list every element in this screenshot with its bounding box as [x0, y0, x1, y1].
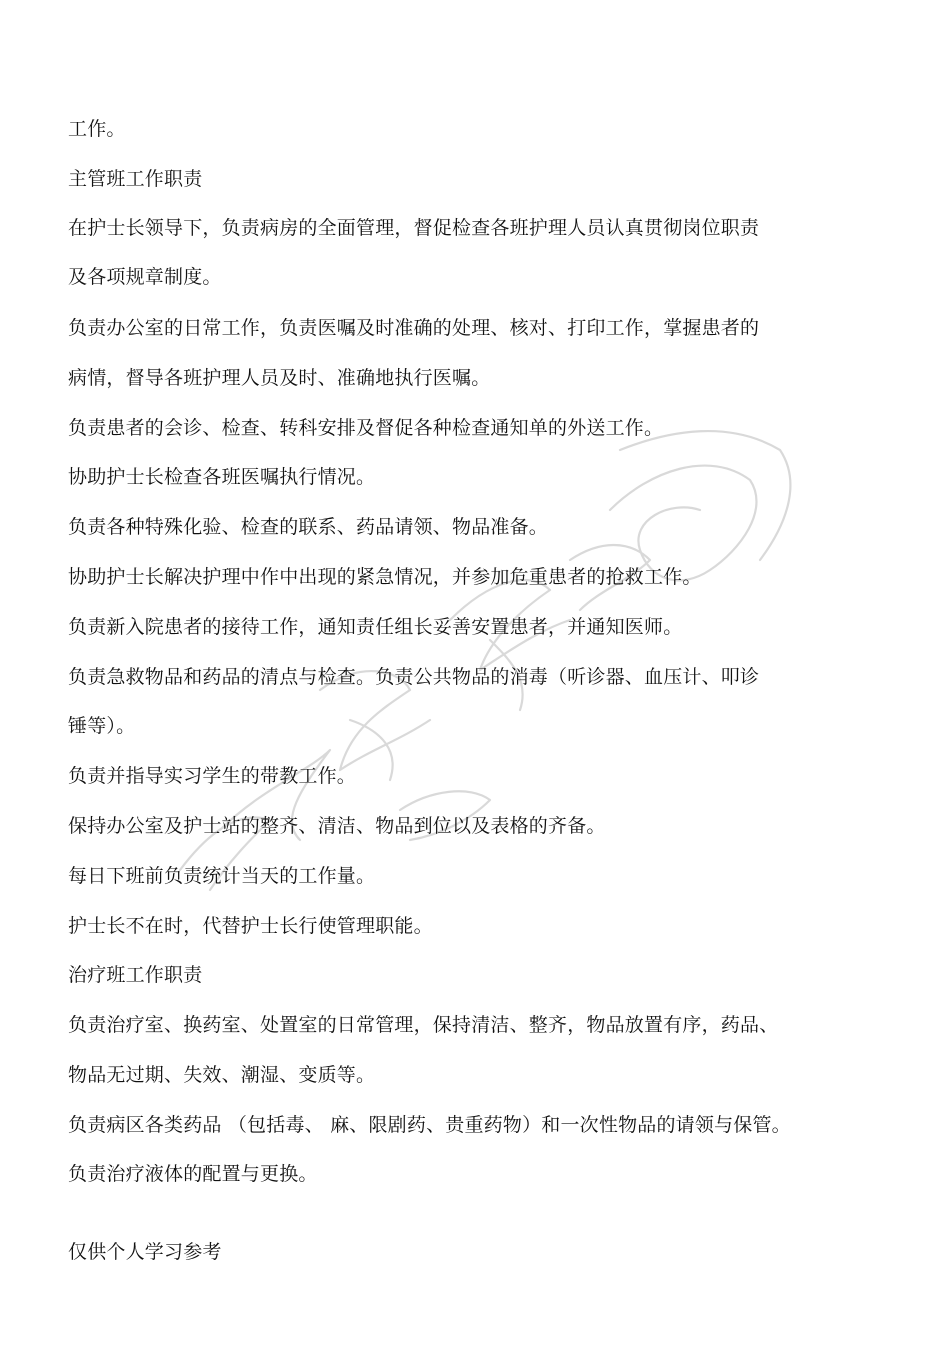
footer-note: 仅供个人学习参考	[68, 1241, 222, 1263]
text-line: 保持办公室及护士站的整齐、清洁、物品到位以及表格的齐备。	[68, 815, 606, 837]
text-line: 负责患者的会诊、检查、转科安排及督促各种检查通知单的外送工作。	[68, 417, 664, 439]
text-line: 在护士长领导下，负责病房的全面管理，督促检查各班护理人员认真贯彻岗位职责	[68, 217, 760, 239]
section-heading: 治疗班工作职责	[68, 964, 203, 986]
text-line: 负责治疗液体的配置与更换。	[68, 1163, 318, 1185]
text-line: 负责病区各类药品 （包括毒、 麻、限剧药、贵重药物）和一次性物品的请领与保管。	[68, 1114, 791, 1136]
text-line: 负责新入院患者的接待工作，通知责任组长妥善安置患者，并通知医师。	[68, 616, 683, 638]
text-line: 锤等）。	[68, 715, 136, 737]
text-line: 负责急救物品和药品的清点与检查。负责公共物品的消毒（听诊器、血压计、叩诊	[68, 666, 760, 688]
text-line: 护士长不在时，代替护士长行使管理职能。	[68, 915, 433, 937]
text-line: 工作。	[68, 118, 126, 140]
text-line: 病情，督导各班护理人员及时、准确地执行医嘱。	[68, 367, 491, 389]
text-line: 协助护士长解决护理中作中出现的紧急情况，并参加危重患者的抢救工作。	[68, 566, 702, 588]
text-line: 负责并指导实习学生的带教工作。	[68, 765, 357, 787]
text-line: 物品无过期、失效、潮湿、变质等。	[68, 1064, 376, 1086]
text-line: 协助护士长检查各班医嘱执行情况。	[68, 466, 376, 488]
section-heading: 主管班工作职责	[68, 168, 203, 190]
text-line: 负责各种特殊化验、检查的联系、药品请领、物品准备。	[68, 516, 549, 538]
text-line: 负责治疗室、换药室、处置室的日常管理，保持清洁、整齐，物品放置有序，药品、	[68, 1014, 779, 1036]
text-line: 负责办公室的日常工作，负责医嘱及时准确的处理、核对、打印工作，掌握患者的	[68, 317, 760, 339]
text-line: 每日下班前负责统计当天的工作量。	[68, 865, 376, 887]
text-line: 及各项规章制度。	[68, 266, 222, 288]
